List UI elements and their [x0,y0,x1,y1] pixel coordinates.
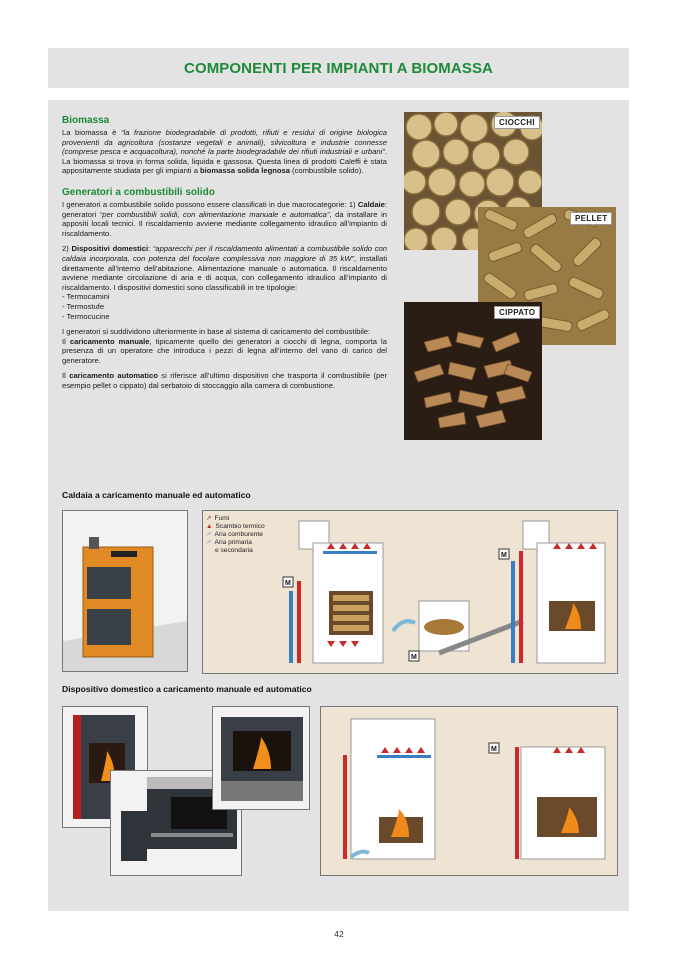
caldaia-motor-3: M [501,552,507,559]
generatori-paragraph-3: I generatori si suddividono ulteriormente in base al sistema di caricamento del combustibile: [62,327,371,337]
caldaia-legend [206,515,265,555]
cippato-photo [404,302,542,440]
biomassa-paragraph: La biomassa è “la frazione biodegradabile di prodotti, rifiuti e residui di origine biologica provenienti da agricoltura (sostanze vegetali e animali), silvicoltura e industrie connesse (comprese pesca e acquacoltura), nonché la parte biodegradabile dei rifiuti industriali e urbani”. La biomassa si trova in forma solida, liquida e gassosa. Questa linea di prodotti Caleffi è stata appositamente studiata per gli impianti a biomassa solida legnosa (combustibile solido). [62,128,388,176]
list-item: - Termocucine [62,311,110,321]
legend-item-fumi: ↗ Fumi [206,515,230,522]
dispositivo-motor: M [491,746,497,753]
generatori-paragraph-5: Il caricamento automatico si riferisce all’ultimo dispositivo che trasporta il combustibile (per esempio pellet o cippato) dal serbatoio di stoccaggio alla camera di combustione. [62,371,387,391]
tipologie-list [62,292,387,321]
list-item: - Termostufe [62,301,105,311]
biomassa-heading: Biomassa [62,115,110,126]
title-band [48,48,629,88]
page-title: COMPONENTI PER IMPIANTI A BIOMASSA [184,59,493,77]
legend-item-aria-primaria: ↗ Aria primaria [206,539,252,546]
generatori-paragraph-2: 2) Dispositivi domestici: “apparecchi per il riscaldamento alimentati a combustibile solido con caldaia incorporata, con potenza del focolare complessiva non maggiore di 35 kW”, installati direttamente all’interno dell’abitazione. Alimentazione manuale o automatica. Il riscaldamento avviene mediante circolazione di aria e di acqua, con collegamento idraulico all’impianto di riscaldamento. I dispositivi domestici sono classificabili in tre tipologie: [62,244,388,292]
generatori-paragraph-1: I generatori a combustibile solido possono essere classificati in due macrocategorie: 1) Caldaie: generatori “per combustibili solidi, con alimentazione manuale e automatica”, da installare in appositi locali tecnici. Il riscaldamento avviene mediante collegamento idraulico all’impianto di riscaldamento. [62,199,387,238]
legend-item-aria-secondaria: e secondaria [215,547,253,554]
pellet-label: PELLET [570,212,612,225]
ciocchi-label: CIOCCHI [494,116,540,129]
caldaia-caption: Caldaia a caricamento manuale ed automatico [62,490,251,500]
caldaia-motor-2: M [411,654,417,661]
termocamino-image [212,706,310,810]
caldaia-motor-1: M [285,580,291,587]
page-number: 42 [334,929,344,939]
generatori-heading: Generatori a combustibili solido [62,186,215,198]
cippato-label: CIPPATO [494,306,540,319]
dispositivo-caption: Dispositivo domestico a caricamento manuale ed automatico [62,684,312,694]
text-column [62,115,387,397]
list-item: - Termocamini [62,292,110,302]
generatori-paragraph-4: Il caricamento manuale, tipicamente quello dei generatori a ciocchi di legna, comporta la presenza di un operatore che introduca i pezzi di legna all’interno del vano di carico del generatore. [62,336,387,365]
dispositivo-diagram [320,706,618,876]
fuel-photos [404,112,616,442]
legend-item-aria-comburente: ↗ Aria comburente [206,531,263,538]
legend-item-scambio: ▲ Scambio termico [206,523,265,530]
caldaia-product-image [62,510,188,672]
